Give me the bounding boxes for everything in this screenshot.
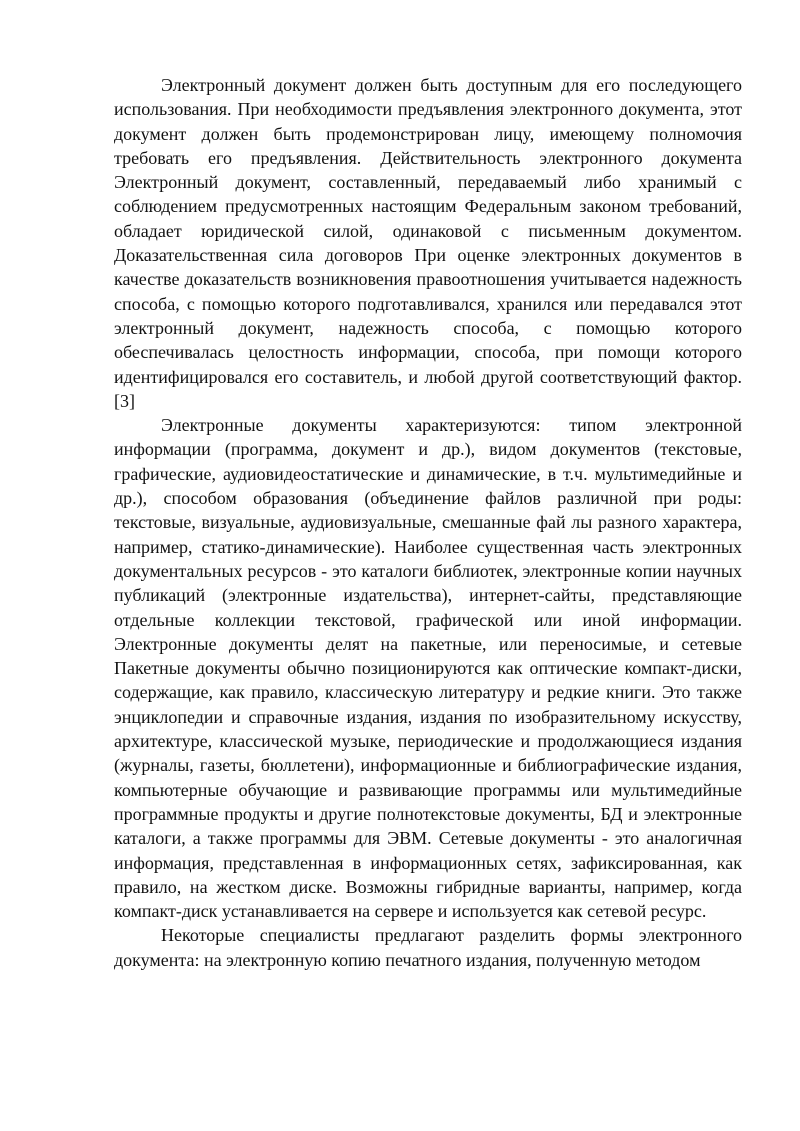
document-body	[114, 73, 742, 972]
paragraph-3: Некоторые специалисты предлагают разделить формы электронного документа: на электронную копию печатного издания, полученную методом	[114, 925, 742, 970]
paragraph-2: Электронные документы характеризуются: типом электронной информации (программа, документ и др.), видом документов (текстовые, графические, аудиовидеостатические и динамические, в т.ч. мультимедийные и др.), способом образования (объединение файлов различной при роды: текстовые, визуальные, аудиовизуальные, смешанные фай лы разного характера, например, статико-динамические). Наиболее существенная часть электронных документальных ресурсов - это каталоги библиотек, электронные копии научных публикаций (электронные издательства), интернет-сайты, представляющие отдельные коллекции текстовой, графической или иной информации. Электронные документы делят на пакетные, или переносимые, и сетевые Пакетные документы обычно позиционируются как оптические компакт-диски, содержащие, как правило, классическую литературу и редкие книги. Это также энциклопедии и справочные издания, издания по изобразительному искусству, архитектуре, классической музыке, периодические и продолжающиеся издания (журналы, газеты, бюллетени), информационные и библиографические издания, компьютерные обучающие и развивающие программы или мультимедийные программные продукты и другие полнотекстовые документы, БД и электронные каталоги, а также программы для ЭВМ. Сетевые документы - это аналогичная информация, представленная в информационных сетях, зафиксированная, как правило, на жестком диске. Возможны гибридные варианты, например, когда компакт-диск устанавливается на сервере и используется как сетевой ресурс.	[114, 415, 742, 922]
paragraph-1: Электронный документ должен быть доступным для его последующего использования. При необходимости предъявления электронного документа, этот документ должен быть продемонстрирован лицу, имеющему полномочия требовать его предъявления. Действительность электронного документа Электронный документ, составленный, передаваемый либо хранимый с соблюдением предусмотренных настоящим Федеральным законом требований, обладает юридической силой, одинаковой с письменным документом. Доказательственная сила договоров При оценке электронных документов в качестве доказательств возникновения правоотношения учитывается надежность способа, с помощью которого подготавливался, хранился или передавался этот электронный документ, надежность способа, с помощью которого обеспечивалась целостность информации, способа, при помощи которого идентифицировался его составитель, и любой другой соответствующий фактор. [3]	[114, 75, 742, 411]
